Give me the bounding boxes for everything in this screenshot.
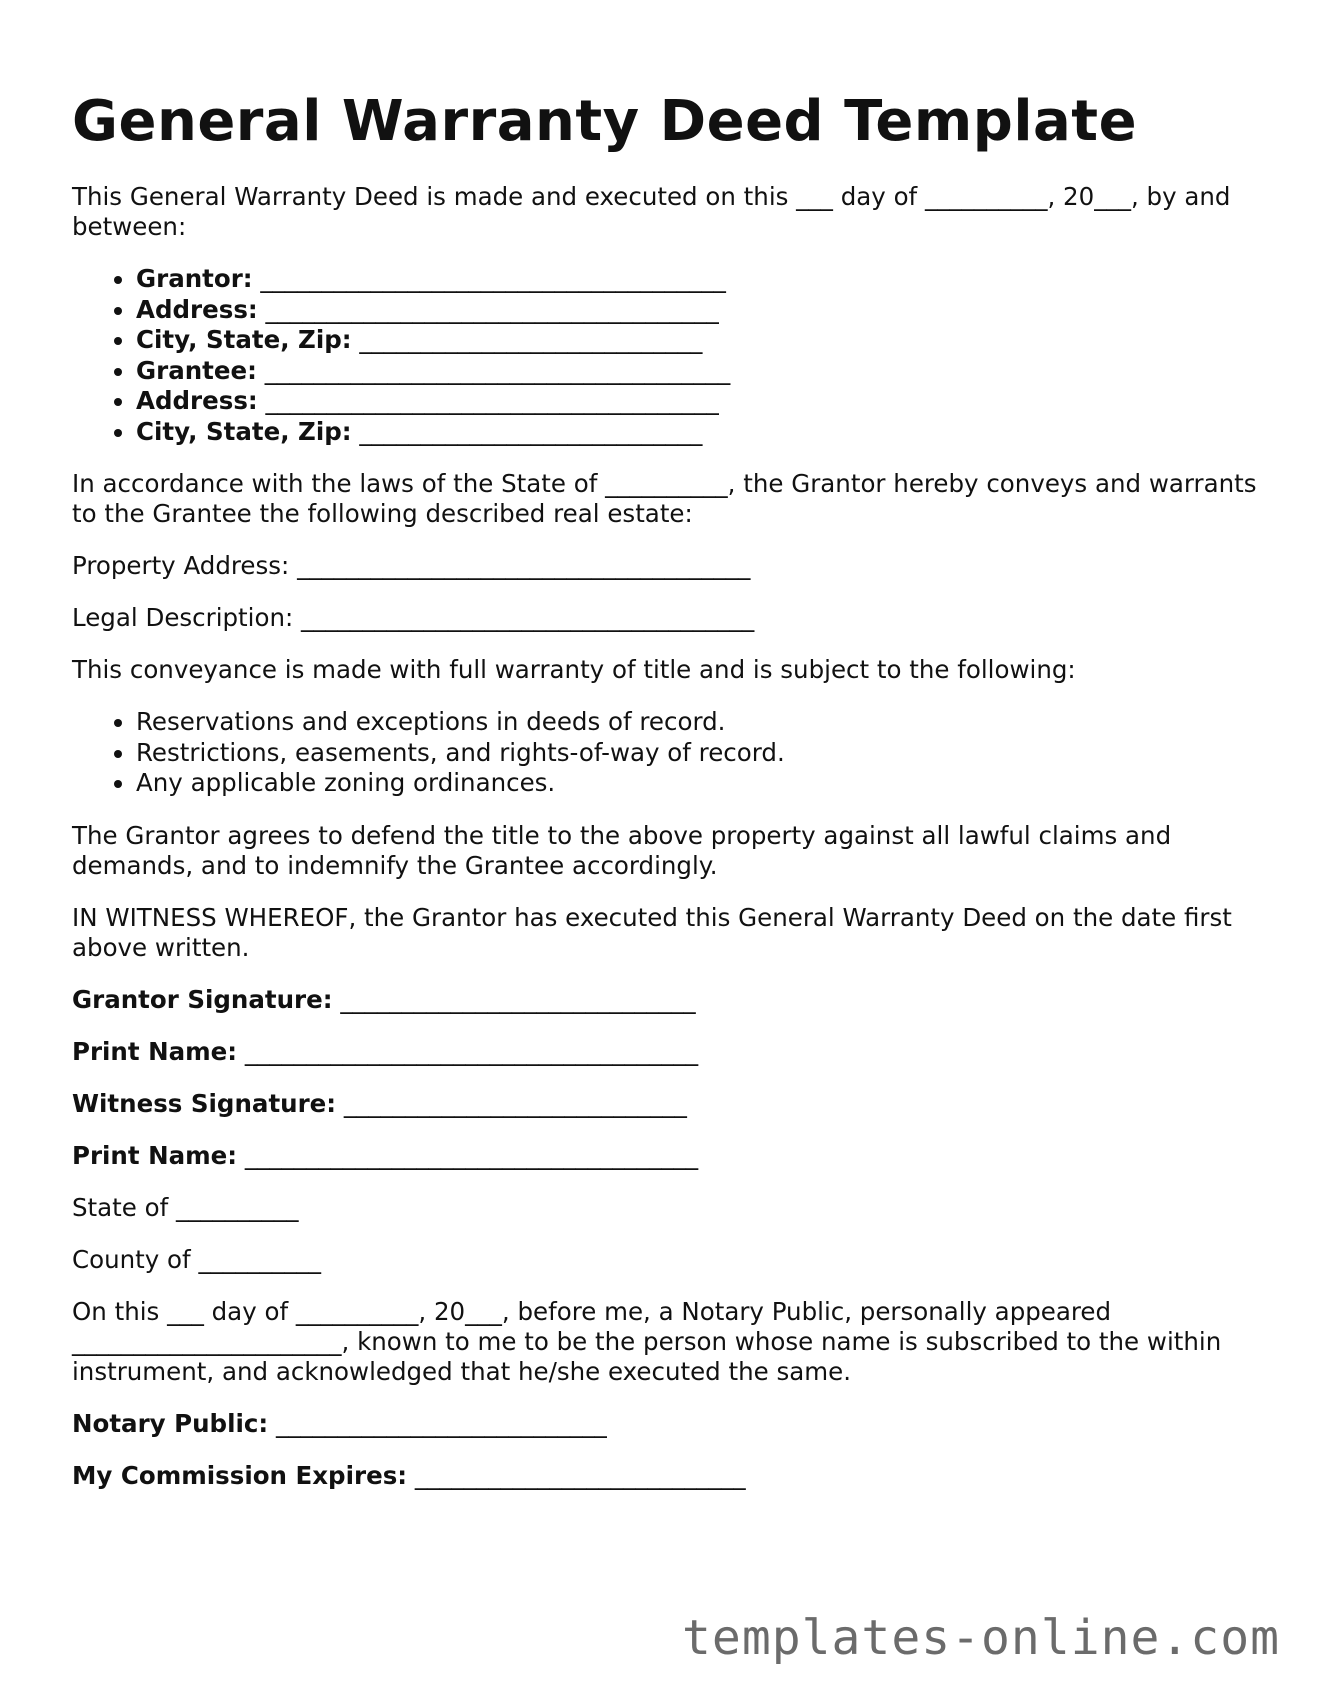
grantor-city-label: City, State, Zip: bbox=[136, 325, 352, 354]
list-item bbox=[136, 264, 1262, 295]
notary-public-label: Notary Public: bbox=[72, 1408, 269, 1438]
list-item: • Reservations and exceptions in deeds of record. bbox=[136, 707, 1262, 738]
list-item bbox=[136, 356, 1262, 387]
document-page bbox=[72, 0, 1262, 1491]
grantor-signature-line bbox=[72, 985, 1262, 1015]
subject-to-intro: This conveyance is made with full warranty of title and is subject to the following: bbox=[72, 655, 1076, 684]
print-name-line-1 bbox=[72, 1037, 1262, 1067]
print-name-blank: _____________________________________ bbox=[244, 1036, 699, 1066]
grantee-label: Grantee: bbox=[136, 355, 257, 385]
grantee-address-blank: _____________________________________ bbox=[265, 386, 719, 415]
list-item: • Restrictions, easements, and rights-of-way of record. bbox=[136, 738, 1262, 769]
notary-paragraph: On this ___ day of __________, 20___, before me, a Notary Public, personally appeared ______________________, known to me to be the person whose name is subscribed to the within instrument, and acknowledged that he/she executed the same. bbox=[72, 1296, 1222, 1386]
list-item bbox=[136, 386, 1262, 417]
grantor-city-blank: ____________________________ bbox=[359, 325, 703, 354]
watermark: templates-online.com bbox=[682, 1610, 1280, 1666]
conveyance-paragraph: In accordance with the laws of the State of __________, the Grantor hereby conveys and warrants to the Grantee the following described real estate: bbox=[72, 469, 1257, 528]
grantee-city-label: City, State, Zip: bbox=[136, 416, 352, 446]
grantee-address-label: Address: bbox=[136, 386, 258, 415]
defend-paragraph: The Grantor agrees to defend the title to the above property against all lawful claims and demands, and to indemnify the Grantee accordingly. bbox=[72, 820, 1172, 880]
print-name-line-2 bbox=[72, 1141, 1262, 1171]
witness-whereof-paragraph: IN WITNESS WHEREOF, the Grantor has executed this General Warranty Deed on the date first above written. bbox=[72, 902, 1232, 962]
state-of-line: State of __________ bbox=[72, 1192, 299, 1222]
grantee-city-blank: ____________________________ bbox=[359, 416, 703, 446]
document-title: General Warranty Deed Template bbox=[72, 89, 1138, 154]
print-name-label: Print Name: bbox=[72, 1036, 238, 1066]
grantor-address-blank: _____________________________________ bbox=[265, 294, 719, 324]
witness-signature-label: Witness Signature: bbox=[72, 1088, 337, 1118]
property-address-line: Property Address: _____________________________________ bbox=[72, 551, 751, 580]
witness-signature-blank: ____________________________ bbox=[343, 1088, 687, 1118]
witness-signature-line bbox=[72, 1089, 1262, 1119]
subject-to-list bbox=[72, 707, 1262, 799]
grantor-address-label: Address: bbox=[136, 294, 258, 324]
list-item bbox=[136, 417, 1262, 448]
list-item bbox=[136, 295, 1262, 326]
print-name-label: Print Name: bbox=[72, 1140, 238, 1170]
parties-list bbox=[72, 264, 1262, 447]
commission-expires-blank: ___________________________ bbox=[414, 1460, 746, 1490]
list-item: • Any applicable zoning ordinances. bbox=[136, 768, 1262, 799]
grantor-label: Grantor: bbox=[136, 264, 253, 293]
notary-public-line bbox=[72, 1409, 1262, 1439]
county-of-line: County of __________ bbox=[72, 1244, 321, 1274]
intro-paragraph: This General Warranty Deed is made and executed on this ___ day of __________, 20___, by and between: bbox=[72, 182, 1231, 241]
notary-public-blank: ___________________________ bbox=[276, 1408, 607, 1438]
grantor-blank: ______________________________________ bbox=[260, 264, 726, 293]
grantor-signature-blank: _____________________________ bbox=[340, 984, 696, 1014]
print-name-blank: _____________________________________ bbox=[244, 1140, 699, 1170]
grantor-signature-label: Grantor Signature: bbox=[72, 984, 333, 1014]
commission-expires-label: My Commission Expires: bbox=[72, 1460, 408, 1490]
commission-expires-line bbox=[72, 1461, 1262, 1491]
legal-description-line: Legal Description: _____________________________________ bbox=[72, 603, 755, 632]
grantee-blank: ______________________________________ bbox=[264, 355, 731, 385]
list-item bbox=[136, 325, 1262, 356]
